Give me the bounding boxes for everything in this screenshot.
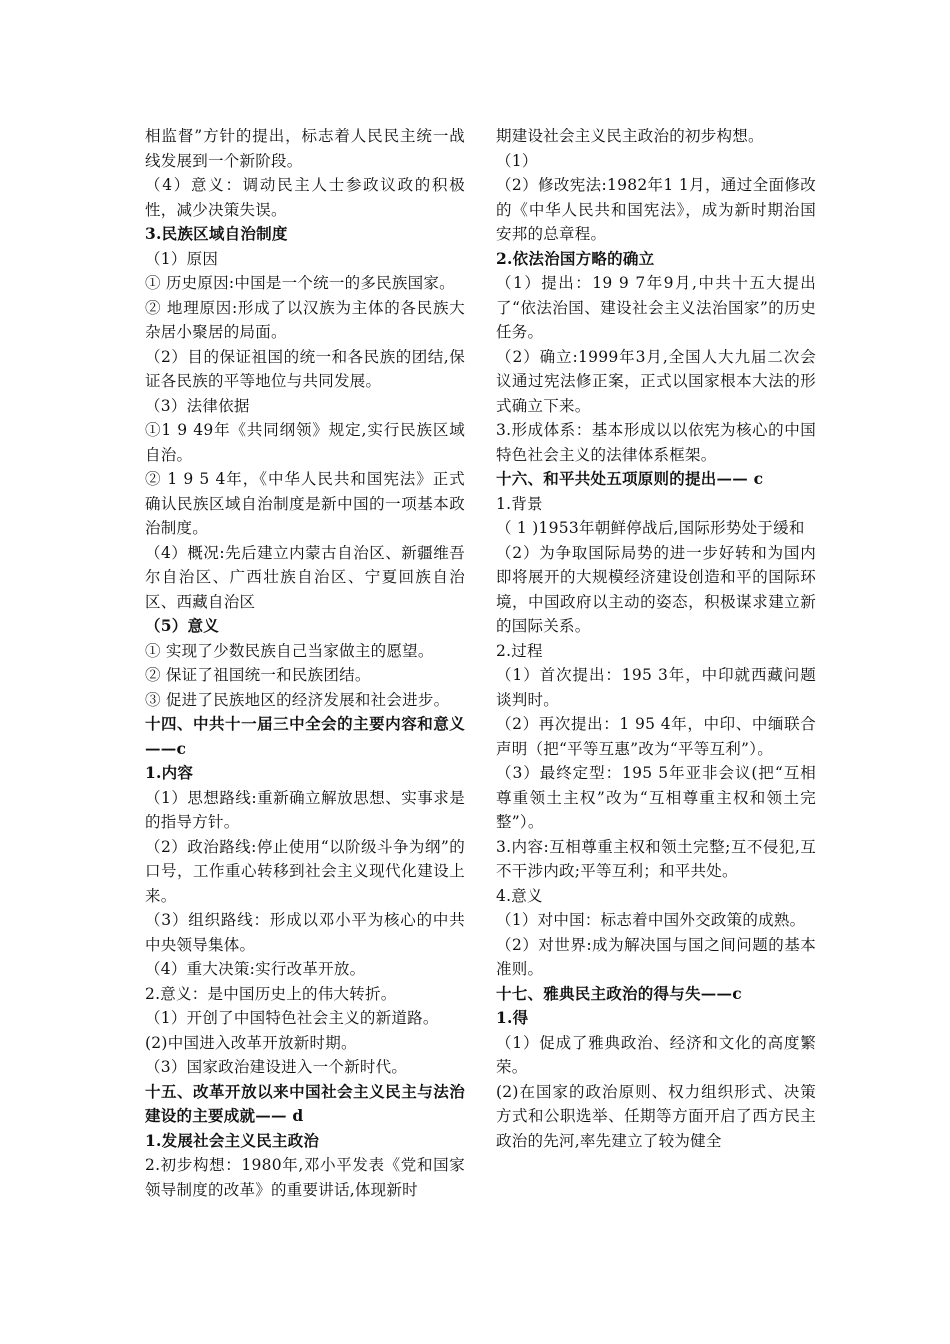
- paragraph: （3）最终定型：195 5年亚非会议(把“互相尊重领土主权”改为“互相尊重主权和领土完整”）。: [496, 764, 816, 831]
- paragraph: 3.形成体系：基本形成以以依宪为核心的中国特色社会主义的法律体系框架。: [496, 421, 816, 464]
- paragraph: （4）意义：调动民主人士参政议政的积极性，减少决策失误。: [145, 176, 465, 219]
- paragraph: （1）对中国：标志着中国外交政策的成熟。: [496, 911, 806, 929]
- right-text-column: [496, 124, 816, 1153]
- section-heading: 十四、中共十一届三中全会的主要内容和意义——c: [145, 714, 465, 758]
- section-heading: 1.得: [496, 1008, 529, 1027]
- paragraph: （1）开创了中国特色社会主义的新道路。: [145, 1009, 439, 1027]
- paragraph: （4）重大决策:实行改革开放。: [145, 960, 366, 978]
- paragraph: （2）目的保证祖国的统一和各民族的团结,保证各民族的平等地位与共同发展。: [145, 347, 465, 390]
- paragraph: ③ 促进了民族地区的经济发展和社会进步。: [145, 690, 450, 709]
- section-heading: 十六、和平共处五项原则的提出—— c: [496, 469, 764, 488]
- paragraph: （1）促成了雅典政治、经济和文化的高度繁荣。: [496, 1033, 816, 1076]
- paragraph: (2)在国家的政治原则、权力组织形式、决策方式和公职选举、任期等方面开启了西方民主政治的先河,率先建立了较为健全: [496, 1082, 816, 1150]
- section-heading: 2.依法治国方略的确立: [496, 248, 655, 268]
- paragraph: （1）原因: [145, 249, 219, 268]
- paragraph: 3.内容:互相尊重主权和领土完整;互不侵犯,互不干涉内政;平等互利；和平共处。: [496, 837, 816, 880]
- paragraph: （3）组织路线：形成以邓小平为核心的中共中央领导集体。: [145, 911, 465, 954]
- section-heading: 1.发展社会主义民主政治: [145, 1130, 320, 1150]
- paragraph: （2）政治路线:停止使用“以阶级斗争为纲”的口号，工作重心转移到社会主义现代化建设上来。: [145, 837, 465, 905]
- section-heading: 1.内容: [145, 763, 194, 782]
- paragraph: 2.意义：是中国历史上的伟大转折。: [145, 984, 397, 1003]
- paragraph: （2）修改宪法:1982年1 1月，通过全面修改的《中华人民共和国宪法》，成为新时期治国安邦的总章程。: [496, 176, 816, 243]
- paragraph: 2.初步构想：1980年,邓小平发表《党和国家领导制度的改革》的重要讲话,体现新时: [145, 1156, 465, 1199]
- paragraph: （1）思想路线:重新确立解放思想、实事求是的指导方针。: [145, 788, 465, 831]
- paragraph: （3）法律依据: [145, 396, 250, 415]
- paragraph: ① 历史原因:中国是一个统一的多民族国家。: [145, 274, 455, 292]
- paragraph: (2)中国进入改革开放新时期。: [145, 1033, 357, 1052]
- paragraph: （1）: [496, 151, 538, 170]
- section-heading: （5）意义: [145, 616, 220, 635]
- paragraph: ② 地理原因:形成了以汉族为主体的各民族大杂居小聚居的局面。: [145, 298, 465, 341]
- paragraph: （2）再次提出：1 95 4年，中印、中缅联合声明（把“平等互惠”改为“平等互利”）。: [496, 715, 816, 758]
- paragraph: ② 1 9 5 4年，《中华人民共和国宪法》正式确认民族区域自治制度是新中国的一项基本政治制度。: [145, 470, 465, 537]
- paragraph: （1）提出：19 9 7年9月,中共十五大提出了“依法治国、建设社会主义法治国家”的历史任务。: [496, 274, 816, 341]
- paragraph: 1.背景: [496, 494, 543, 513]
- paragraph: ①1 9 49年《共同纲领》规定,实行民族区域自治。: [145, 421, 465, 464]
- paragraph: 相监督”方针的提出，标志着人民民主统一战线发展到一个新阶段。: [145, 127, 465, 170]
- paragraph: （1）首次提出：195 3年，中印就西藏问题谈判时。: [496, 666, 816, 709]
- paragraph: 2.过程: [496, 641, 543, 660]
- paragraph: （2）对世界:成为解决国与国之间问题的基本准则。: [496, 935, 816, 978]
- paragraph: （2）确立:1999年3月,全国人大九届二次会议通过宪法修正案，正式以国家根本大法的形式确立下来。: [496, 347, 816, 415]
- section-heading: 3.民族区域自治制度: [145, 224, 288, 243]
- paragraph: （2）为争取国际局势的进一步好转和为国内即将展开的大规模经济建设创造和平的国际环境，中国政府以主动的姿态，积极谋求建立新的国际关系。: [496, 543, 816, 635]
- paragraph: 期建设社会主义民主政治的初步构想。: [496, 127, 764, 145]
- paragraph: （ 1 )1953年朝鲜停战后,国际形势处于缓和: [496, 519, 805, 537]
- paragraph: （4）概况:先后建立内蒙古自治区、新疆维吾尔自治区、广西壮族自治区、宁夏回族自治区、西藏自治区: [145, 543, 465, 611]
- section-heading: 十五、改革开放以来中国社会主义民主与法治建设的主要成就—— d: [145, 1081, 465, 1125]
- section-heading: 十七、雅典民主政治的得与失——c: [496, 983, 742, 1003]
- paragraph: ① 实现了少数民族自己当家做主的愿望。: [145, 641, 434, 660]
- paragraph: 4.意义: [496, 886, 543, 905]
- left-text-column: [145, 124, 465, 1202]
- paragraph: ② 保证了祖国统一和民族团结。: [145, 666, 371, 684]
- paragraph: （3）国家政治建设进入一个新时代。: [145, 1058, 408, 1076]
